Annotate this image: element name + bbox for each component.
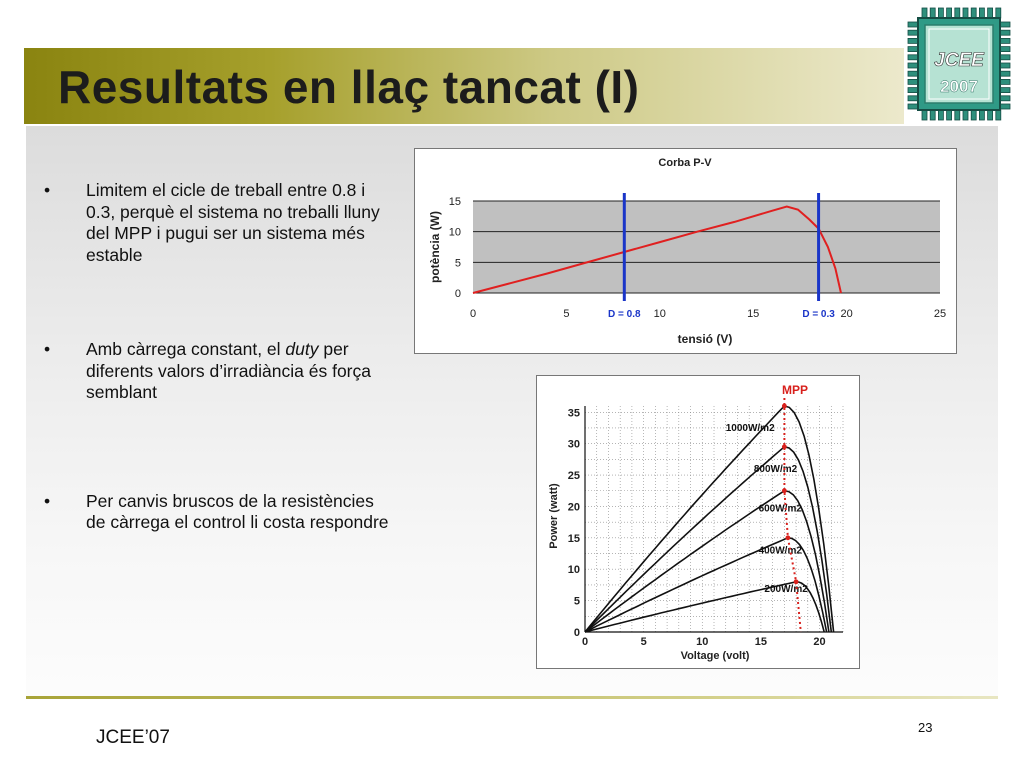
chip-pin: [908, 55, 918, 60]
chart-title: Corba P-V: [658, 157, 712, 169]
y-tick-label: 5: [573, 595, 580, 608]
chip-pin: [963, 110, 968, 120]
chip-pin: [1000, 96, 1010, 101]
x-tick-label: 15: [747, 308, 760, 320]
chip-pin: [908, 104, 918, 109]
chip-pin: [979, 110, 984, 120]
plot-area: [473, 201, 940, 293]
chip-pin: [955, 110, 960, 120]
series-label: 400W/m2: [758, 545, 802, 557]
footer-left: JCEE’07: [96, 727, 170, 748]
x-tick-label: 0: [469, 308, 477, 320]
logo-name: JCEE: [934, 50, 984, 71]
chip-pin: [1000, 47, 1010, 52]
chip-pin: [908, 38, 918, 43]
chip-pin: [930, 110, 935, 120]
bullet-text-start: Amb càrrega constant, el: [86, 339, 286, 359]
pv-curve-svg: [415, 149, 956, 353]
y-tick-label: 15: [567, 532, 580, 545]
bullet-marker: •: [44, 180, 51, 200]
bullet-item-1: [44, 180, 394, 266]
chip-pin: [996, 110, 1001, 120]
x-tick-label: 10: [653, 308, 666, 320]
x-axis-label: Voltage (volt): [680, 650, 750, 662]
pv-curve-chart: [414, 148, 957, 354]
bullet-list: [44, 180, 394, 534]
chip-logo-icon: [904, 4, 1014, 124]
page-number: 23: [918, 720, 933, 735]
y-tick-label: 25: [567, 470, 580, 483]
chip-pin: [971, 110, 976, 120]
x-tick-label: 5: [640, 636, 647, 648]
chip-pin: [979, 8, 984, 18]
chip-pin: [1000, 38, 1010, 43]
bullet-marker: •: [44, 339, 51, 359]
chip-pin: [908, 63, 918, 68]
y-axis-label: Power (watt): [548, 483, 560, 549]
series-label: 600W/m2: [758, 503, 802, 515]
duty-limit-label: D = 0.8: [608, 309, 641, 320]
chip-pin: [1000, 79, 1010, 84]
bullet-item-2: [44, 339, 394, 404]
chip-pin: [922, 110, 927, 120]
chip-pin: [1000, 71, 1010, 76]
logo-year: 2007: [940, 77, 978, 96]
x-tick-label: 15: [754, 636, 768, 648]
y-tick-label: 10: [567, 564, 580, 577]
x-tick-label: 20: [840, 308, 853, 320]
chip-pin: [988, 110, 993, 120]
chip-pin: [947, 110, 952, 120]
bullet-item-3: [44, 491, 394, 534]
chip-pin: [922, 8, 927, 18]
chip-pin: [988, 8, 993, 18]
duty-limit-label: D = 0.3: [802, 309, 835, 320]
chip-pin: [947, 8, 952, 18]
chip-pin: [908, 47, 918, 52]
chip-pin: [930, 8, 935, 18]
chip-pin: [938, 8, 943, 18]
y-tick-label: 20: [567, 501, 580, 514]
bullet-text-end: per diferents valors d’irradiància és força semblant: [86, 339, 371, 402]
bullet-text: Limitem el cicle de treball entre 0.8 i 0.3, perquè el sistema no treballi lluny del MPP i pugui ser un sistema més estable: [86, 180, 380, 265]
irradiance-svg: [537, 376, 859, 668]
x-tick-label: 20: [813, 636, 826, 648]
irradiance-chart: [536, 375, 860, 669]
chip-pin: [908, 22, 918, 27]
chip-pin: [1000, 63, 1010, 68]
series-label: 800W/m2: [753, 463, 798, 475]
chip-pin: [963, 8, 968, 18]
mpp-annotation: MPP: [781, 383, 809, 397]
y-tick-label: 10: [448, 226, 461, 239]
bullet-text-emphasis: duty: [285, 339, 319, 359]
x-axis-label: tensió (V): [677, 332, 733, 346]
chip-pin: [1000, 30, 1010, 35]
y-tick-label: 15: [448, 196, 461, 208]
y-tick-label: 0: [573, 627, 580, 639]
bottom-divider: [26, 696, 998, 699]
chip-pin: [908, 79, 918, 84]
x-tick-label: 5: [563, 308, 570, 320]
series-label: 200W/m2: [764, 583, 808, 595]
chip-pin: [908, 71, 918, 76]
y-tick-label: 35: [567, 407, 580, 420]
x-tick-label: 25: [933, 308, 947, 320]
chip-pin: [908, 88, 918, 93]
chip-pin: [971, 8, 976, 18]
chip-pin: [938, 110, 943, 120]
chip-pin: [1000, 88, 1010, 93]
y-axis-label: potència (W): [428, 211, 442, 283]
chip-pin: [908, 96, 918, 101]
chip-pin: [955, 8, 960, 18]
x-tick-label: 10: [696, 636, 709, 648]
chip-pin: [908, 30, 918, 35]
y-tick-label: 5: [454, 257, 461, 270]
slide-title: Resultats en llaç tancat (I): [58, 61, 640, 113]
x-tick-label: 0: [581, 636, 589, 648]
bullet-marker: •: [44, 490, 51, 511]
chip-pin: [1000, 104, 1010, 109]
bullet-text: Per canvis bruscos de la resistències de càrrega el control li costa respondre: [86, 490, 389, 532]
chip-pin: [1000, 22, 1010, 27]
chip-pin: [996, 8, 1001, 18]
chip-pin: [1000, 55, 1010, 60]
y-tick-label: 30: [567, 438, 580, 451]
series-label: 1000W/m2: [725, 423, 775, 435]
y-tick-label: 0: [454, 288, 461, 300]
